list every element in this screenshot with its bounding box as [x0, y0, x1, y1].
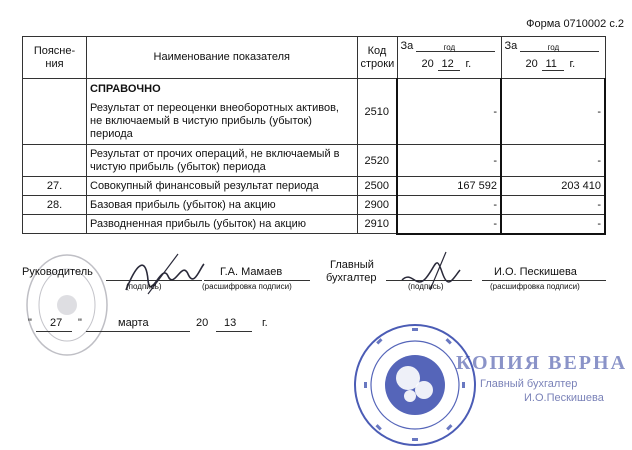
date-month-line	[86, 331, 190, 332]
row-value-1: -	[397, 79, 501, 145]
row-code: 2500	[357, 177, 397, 196]
row-value-1: 167 592	[397, 177, 501, 196]
row-expl	[23, 145, 87, 177]
head-signature-caption: (подпись)	[126, 282, 162, 291]
table-row	[23, 79, 606, 145]
row-name	[87, 79, 358, 145]
row-name: Совокупный финансовый результат периода	[87, 177, 358, 196]
table-row	[23, 177, 606, 196]
header-code: Код строки	[357, 37, 397, 79]
row-name: Базовая прибыль (убыток) на акцию	[87, 196, 358, 215]
row-code: 2900	[357, 196, 397, 215]
header-name: Наименование показателя	[87, 37, 358, 79]
row-code: 2520	[357, 145, 397, 177]
date-year-prefix: 20	[196, 317, 209, 329]
head-name: Г.А. Мамаев	[220, 266, 283, 278]
row-expl: 28.	[23, 196, 87, 215]
header-period-2: За год 20 11 г.	[501, 37, 605, 79]
company-stamp-image	[350, 320, 480, 450]
row-expl	[23, 215, 87, 234]
table-row	[23, 196, 606, 215]
table-header-row	[23, 37, 606, 79]
row-value-2: -	[501, 79, 605, 145]
row-value-1: -	[397, 196, 501, 215]
row-value-1: -	[397, 145, 501, 177]
form-code: Форма 0710002 с.2	[526, 18, 624, 30]
row-code: 2910	[357, 215, 397, 234]
row-value-2: 203 410	[501, 177, 605, 196]
row-name: Разводненная прибыль (убыток) на акцию	[87, 215, 358, 234]
header-explanation: Поясне-ния	[23, 37, 87, 79]
header-period-1: За год 20 12 г.	[397, 37, 501, 79]
date-month: марта	[118, 317, 149, 329]
row-value-1: -	[397, 215, 501, 234]
row-name-text: Результат от переоценки внеоборотных активов, не включаемый в чистую прибыль (убыток) периода	[90, 101, 339, 140]
chief-signature-caption: (подпись)	[408, 282, 444, 291]
copy-verified-name: И.О.Пескишева	[524, 392, 604, 404]
chief-name-caption: (расшифровка подписи)	[490, 282, 580, 291]
table-row	[23, 215, 606, 234]
date-day-line	[36, 331, 72, 332]
date-year: 13	[224, 317, 237, 329]
row-expl	[23, 79, 87, 145]
date-open-quote: "	[28, 317, 32, 329]
chief-name-line	[482, 280, 606, 281]
table-row	[23, 145, 606, 177]
copy-verified-text: КОПИЯ ВЕРНА	[456, 352, 628, 374]
row-value-2: -	[501, 215, 605, 234]
row-code: 2510	[357, 79, 397, 145]
chief-name: И.О. Пескишева	[494, 266, 577, 278]
date-year-line	[216, 331, 252, 332]
head-signature-image	[118, 250, 208, 300]
row-value-2: -	[501, 196, 605, 215]
row-expl: 27.	[23, 177, 87, 196]
row-name: Результат от прочих операций, не включаемый в чистую прибыль (убыток) периода	[87, 145, 358, 177]
head-label: Руководитель	[22, 266, 93, 278]
date-year-suffix: г.	[262, 317, 268, 329]
chief-label-2: бухгалтер	[326, 272, 377, 284]
copy-verified-role: Главный бухгалтер	[480, 378, 578, 390]
head-name-caption: (расшифровка подписи)	[202, 282, 292, 291]
date-day: 27	[50, 317, 63, 329]
reference-label: СПРАВОЧНО	[90, 82, 161, 95]
row-value-2: -	[501, 145, 605, 177]
report-table	[22, 36, 606, 235]
head-name-line	[204, 280, 310, 281]
chief-label-1: Главный	[330, 259, 374, 271]
date-close-quote: "	[78, 317, 82, 329]
